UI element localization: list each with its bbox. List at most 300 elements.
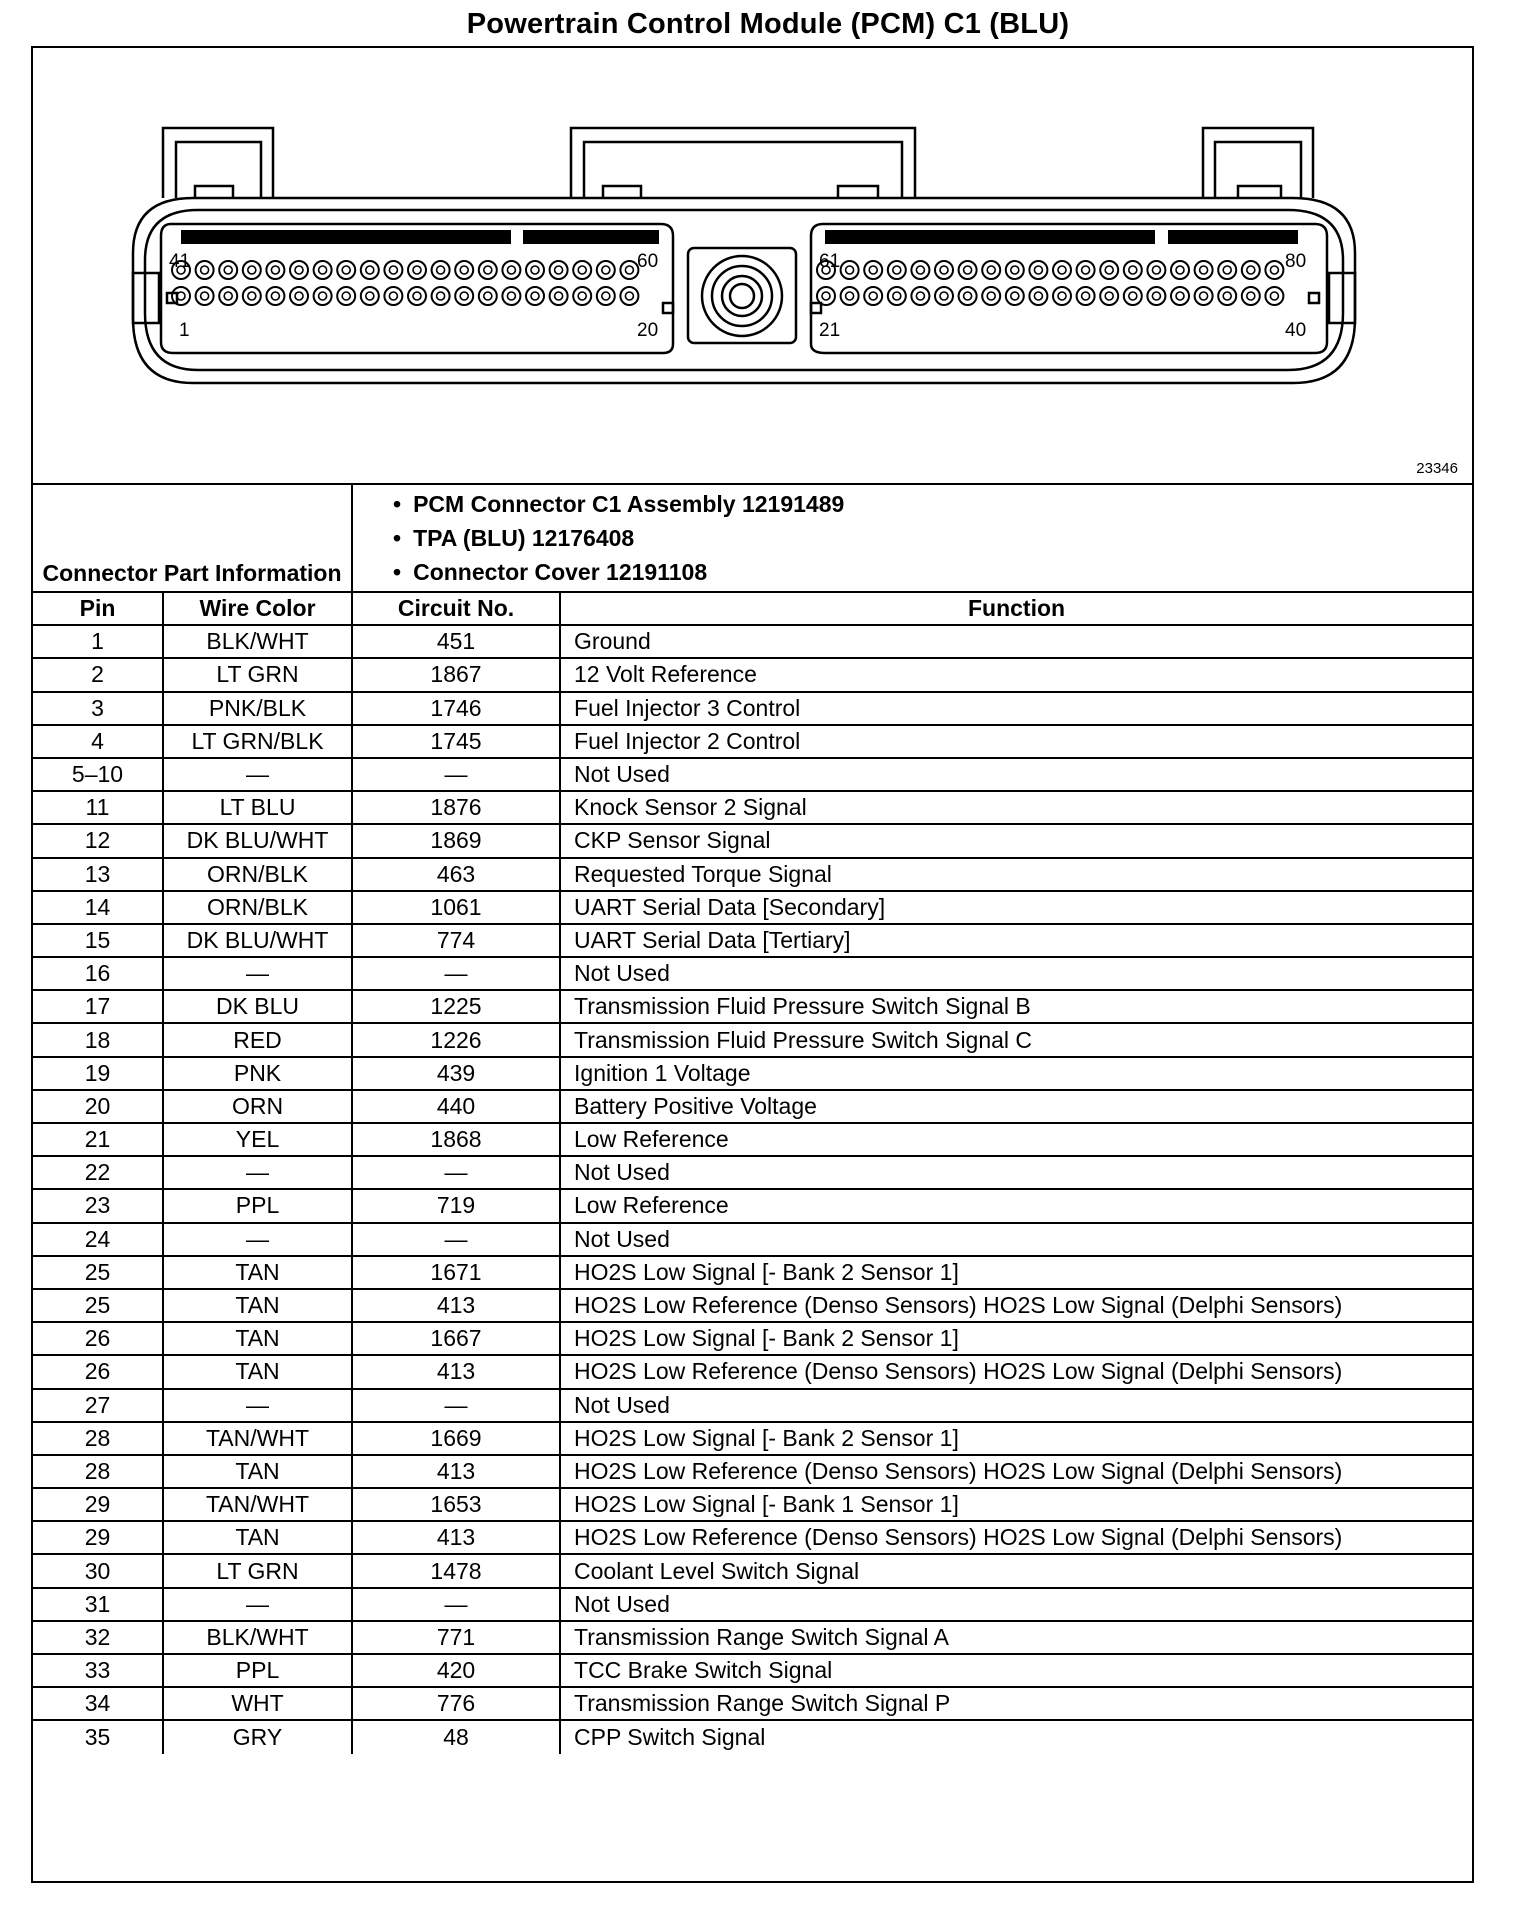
pin-cell: 5–10 [33,758,163,791]
pin-hole-core [389,266,397,274]
pin-hole-core [578,292,586,300]
pin-hole-core [1058,292,1066,300]
pin-hole [1171,261,1189,279]
pin-hole-core [987,292,995,300]
circuit-cell: 1671 [352,1256,560,1289]
pin-hole-core [319,292,327,300]
wire-color-cell: DK BLU [163,990,352,1023]
circuit-cell: 1667 [352,1322,560,1355]
pin-hole-core [1270,266,1278,274]
pin-hole [337,287,355,305]
function-cell: Battery Positive Voltage [560,1090,1472,1123]
connector-info-list [353,483,1472,591]
function-cell: Knock Sensor 2 Signal [560,791,1472,824]
pin-hole-core [1034,266,1042,274]
pin-hole-core [1152,292,1160,300]
pin-hole [243,261,261,279]
function-cell: Not Used [560,957,1472,990]
table-row [33,1389,1472,1422]
pin-hole [959,261,977,279]
pin-hole [1218,261,1236,279]
pin-hole-core [822,292,830,300]
pin-hole-core [602,266,610,274]
pin-hole [959,287,977,305]
function-cell: HO2S Low Reference (Denso Sensors) HO2S Low Signal (Delphi Sensors) [560,1521,1472,1554]
pin-label-80: 80 [1285,251,1307,272]
table-row [33,1455,1472,1488]
wire-color-cell: PNK [163,1057,352,1090]
pin-hole [597,287,615,305]
header-pin: Pin [33,592,163,625]
circuit-cell: 463 [352,858,560,891]
table-row [33,1488,1472,1521]
pin-hole-core [319,266,327,274]
function-cell: HO2S Low Signal [- Bank 2 Sensor 1] [560,1422,1472,1455]
wire-color-cell: TAN/WHT [163,1488,352,1521]
pin-cell: 28 [33,1455,163,1488]
pin-hole [196,287,214,305]
connector-diagram [33,48,1472,485]
wire-color-cell: LT BLU [163,791,352,824]
wire-color-cell: GRY [163,1720,352,1753]
pin-hole [1195,261,1213,279]
pin-cell: 28 [33,1422,163,1455]
pin-hole-core [460,266,468,274]
function-cell: Low Reference [560,1189,1472,1222]
function-cell: HO2S Low Reference (Denso Sensors) HO2S Low Signal (Delphi Sensors) [560,1455,1472,1488]
wire-color-cell: — [163,957,352,990]
pin-hole [911,287,929,305]
pin-hole-core [1082,292,1090,300]
pin-hole [620,261,638,279]
wire-color-cell: — [163,1588,352,1621]
pin-hole-core [1011,266,1019,274]
function-cell: HO2S Low Signal [- Bank 2 Sensor 1] [560,1256,1472,1289]
circuit-cell: — [352,758,560,791]
pin-cell: 19 [33,1057,163,1090]
table-row [33,725,1472,758]
pin-hole [911,261,929,279]
circuit-cell: 1653 [352,1488,560,1521]
pin-cell: 11 [33,791,163,824]
pin-hole-core [1223,266,1231,274]
pin-hole [1265,287,1283,305]
pin-hole [502,287,520,305]
pin-hole [841,261,859,279]
circuit-cell: 1226 [352,1023,560,1056]
pin-hole-core [869,292,877,300]
pin-hole-core [1082,266,1090,274]
pin-hole [172,287,190,305]
pin-hole-core [555,266,563,274]
pin-hole-core [484,266,492,274]
wire-color-cell: ORN/BLK [163,858,352,891]
function-cell: UART Serial Data [Secondary] [560,891,1472,924]
pin-hole [982,261,1000,279]
table-row [33,758,1472,791]
pin-hole [935,261,953,279]
pin-hole [1077,261,1095,279]
function-cell: Not Used [560,1389,1472,1422]
wire-color-cell: WHT [163,1687,352,1720]
wire-color-cell: PNK/BLK [163,692,352,725]
pin-hole [1029,261,1047,279]
pin-cell: 3 [33,692,163,725]
circuit-cell: 771 [352,1621,560,1654]
pin-cell: 29 [33,1488,163,1521]
pin-hole [1265,261,1283,279]
pin-hole [455,261,473,279]
pin-hole [219,261,237,279]
pin-cell: 24 [33,1223,163,1256]
table-row [33,924,1472,957]
pin-cell: 30 [33,1554,163,1587]
table-row [33,791,1472,824]
wire-color-cell: BLK/WHT [163,625,352,658]
table-row [33,957,1472,990]
pin-label-40: 40 [1285,320,1307,341]
table-row [33,990,1472,1023]
pin-cell: 33 [33,1654,163,1687]
wire-color-cell: PPL [163,1189,352,1222]
table-row [33,1355,1472,1388]
pin-hole-core [389,292,397,300]
table-row [33,1322,1472,1355]
pin-hole-core [893,292,901,300]
figure-id: 23346 [1416,460,1458,477]
circuit-cell: 413 [352,1455,560,1488]
table-row [33,1123,1472,1156]
pin-hole [243,287,261,305]
pin-hole-core [295,266,303,274]
pin-hole-core [271,292,279,300]
pin-hole [266,287,284,305]
pin-cell: 12 [33,824,163,857]
pin-hole-core [366,292,374,300]
pin-hole [1171,287,1189,305]
pin-hole-core [224,292,232,300]
pin-hole [864,261,882,279]
pin-hole-core [1176,292,1184,300]
circuit-cell: — [352,1223,560,1256]
circuit-cell: 1061 [352,891,560,924]
pin-cell: 18 [33,1023,163,1056]
pin-hole [479,261,497,279]
pin-hole-core [555,292,563,300]
circuit-cell: 1745 [352,725,560,758]
pin-hole-core [413,292,421,300]
function-cell: Not Used [560,1588,1472,1621]
header-function: Function [560,592,1472,625]
table-row [33,692,1472,725]
pin-hole [455,287,473,305]
wire-color-cell: RED [163,1023,352,1056]
pin-hole-core [1105,292,1113,300]
pin-hole [361,287,379,305]
pin-hole [1147,287,1165,305]
pin-hole-core [1129,266,1137,274]
connector-info-row [33,483,1472,592]
pin-hole [1100,261,1118,279]
pin-hole-core [625,266,633,274]
function-cell: HO2S Low Signal [- Bank 2 Sensor 1] [560,1322,1472,1355]
pin-hole-core [1011,292,1019,300]
header-circuit: Circuit No. [352,592,560,625]
pin-hole [314,261,332,279]
circuit-cell: 413 [352,1355,560,1388]
pin-hole-core [578,266,586,274]
pin-hole-core [437,266,445,274]
pin-cell: 26 [33,1322,163,1355]
circuit-cell: 48 [352,1720,560,1753]
function-cell: 12 Volt Reference [560,658,1472,691]
function-cell: Fuel Injector 3 Control [560,692,1472,725]
pin-hole [573,261,591,279]
pin-hole [196,261,214,279]
pin-cell: 34 [33,1687,163,1720]
circuit-cell: 451 [352,625,560,658]
function-cell: HO2S Low Reference (Denso Sensors) HO2S Low Signal (Delphi Sensors) [560,1355,1472,1388]
circuit-cell: 1746 [352,692,560,725]
pin-hole [1053,287,1071,305]
circuit-cell: 413 [352,1521,560,1554]
table-row [33,1654,1472,1687]
function-cell: CPP Switch Signal [560,1720,1472,1753]
circuit-cell: — [352,1156,560,1189]
pin-hole [1147,261,1165,279]
pin-cell: 26 [33,1355,163,1388]
circuit-cell: 774 [352,924,560,957]
function-cell: CKP Sensor Signal [560,824,1472,857]
pin-hole-core [295,292,303,300]
table-row [33,1057,1472,1090]
pin-hole [384,287,402,305]
pin-label-60: 60 [637,251,659,272]
pin-hole-core [964,292,972,300]
circuit-cell: 1478 [352,1554,560,1587]
pin-hole-core [484,292,492,300]
pin-hole [864,287,882,305]
pin-hole-core [1247,292,1255,300]
pin-label-41: 41 [169,251,191,272]
table-row [33,1189,1472,1222]
pin-cell: 29 [33,1521,163,1554]
pin-hole [1077,287,1095,305]
function-cell: Requested Torque Signal [560,858,1472,891]
wire-color-cell: — [163,1223,352,1256]
pin-hole-core [869,266,877,274]
pin-hole [526,261,544,279]
pin-hole [526,287,544,305]
header-wire-color: Wire Color [163,592,352,625]
pin-cell: 22 [33,1156,163,1189]
circuit-cell: 776 [352,1687,560,1720]
pin-hole-core [224,266,232,274]
function-cell: Coolant Level Switch Signal [560,1554,1472,1587]
connector-info-label: Connector Part Information [33,483,352,592]
pin-cell: 1 [33,625,163,658]
pin-hole [1006,261,1024,279]
pin-hole-core [507,266,515,274]
pin-hole [384,261,402,279]
pin-hole [337,261,355,279]
function-cell: Transmission Range Switch Signal P [560,1687,1472,1720]
pin-hole-core [531,266,539,274]
pin-hole-core [201,266,209,274]
wire-color-cell: LT GRN [163,658,352,691]
wire-color-cell: — [163,1156,352,1189]
function-cell: UART Serial Data [Tertiary] [560,924,1472,957]
circuit-cell: 1869 [352,824,560,857]
pin-hole [1242,261,1260,279]
pin-hole-core [342,292,350,300]
pin-hole-core [1270,292,1278,300]
circuit-cell: 1225 [352,990,560,1023]
circuit-cell: 1669 [352,1422,560,1455]
circuit-cell: 719 [352,1189,560,1222]
pin-hole-core [964,266,972,274]
pin-cell: 13 [33,858,163,891]
connector-table-frame [31,46,1474,1883]
function-cell: Low Reference [560,1123,1472,1156]
function-cell: HO2S Low Reference (Denso Sensors) HO2S Low Signal (Delphi Sensors) [560,1289,1472,1322]
pin-cell: 4 [33,725,163,758]
pin-hole-core [893,266,901,274]
wire-color-cell: TAN [163,1521,352,1554]
pin-hole [502,261,520,279]
pin-hole-core [940,266,948,274]
pin-hole-core [916,292,924,300]
wire-color-cell: TAN/WHT [163,1422,352,1455]
circuit-cell: — [352,1588,560,1621]
pin-hole [361,261,379,279]
circuit-cell: 413 [352,1289,560,1322]
pin-hole-core [437,292,445,300]
table-row [33,1289,1472,1322]
circuit-cell: 1876 [352,791,560,824]
pin-hole [1029,287,1047,305]
pin-hole [1053,261,1071,279]
table-row [33,1687,1472,1720]
connector-info-cell [352,483,1472,592]
pin-hole [408,287,426,305]
circuit-cell: — [352,1389,560,1422]
connector-drawing [33,48,1472,483]
pin-cell: 20 [33,1090,163,1123]
table-row [33,1554,1472,1587]
table-row [33,1720,1472,1753]
pin-hole-core [625,292,633,300]
wire-color-cell: DK BLU/WHT [163,924,352,957]
pin-hole-core [460,292,468,300]
pin-hole [219,287,237,305]
pin-hole [982,287,1000,305]
pin-hole [1218,287,1236,305]
function-cell: TCC Brake Switch Signal [560,1654,1472,1687]
pin-hole-core [1105,266,1113,274]
pin-hole [620,287,638,305]
function-cell: HO2S Low Signal [- Bank 1 Sensor 1] [560,1488,1472,1521]
pin-hole-core [531,292,539,300]
table-row [33,1023,1472,1056]
table-row [33,824,1472,857]
pin-cell: 21 [33,1123,163,1156]
pin-cell: 25 [33,1289,163,1322]
pin-hole-core [1200,266,1208,274]
table-row [33,1156,1472,1189]
circuit-cell: 440 [352,1090,560,1123]
connector-info-item: • PCM Connector C1 Assembly 12191489 [393,487,1472,521]
pin-hole [408,261,426,279]
pin-hole [841,287,859,305]
pin-hole [290,261,308,279]
pin-cell: 2 [33,658,163,691]
pin-cell: 16 [33,957,163,990]
pin-cell: 23 [33,1189,163,1222]
pin-hole [266,261,284,279]
wire-color-cell: ORN [163,1090,352,1123]
table-header-row [33,592,1472,625]
pin-cell: 32 [33,1621,163,1654]
table-row [33,1588,1472,1621]
pin-hole [1242,287,1260,305]
wire-color-cell: YEL [163,1123,352,1156]
table-row [33,625,1472,658]
pin-hole-core [1058,266,1066,274]
pin-cell: 14 [33,891,163,924]
circuit-cell: — [352,957,560,990]
circuit-cell: 1868 [352,1123,560,1156]
pin-hole [479,287,497,305]
pin-hole-core [1129,292,1137,300]
function-cell: Transmission Fluid Pressure Switch Signal C [560,1023,1472,1056]
pin-table [33,483,1472,1754]
wire-color-cell: PPL [163,1654,352,1687]
wire-color-cell: TAN [163,1355,352,1388]
pin-hole-core [342,266,350,274]
pin-cell: 15 [33,924,163,957]
table-row [33,1621,1472,1654]
table-row [33,1422,1472,1455]
pin-hole-core [507,292,515,300]
pin-hole [314,287,332,305]
pin-hole-core [1176,266,1184,274]
pin-hole [817,287,835,305]
pin-label-20: 20 [637,320,659,341]
wire-color-cell: TAN [163,1322,352,1355]
table-row [33,1256,1472,1289]
pin-hole-core [248,266,256,274]
pin-hole-core [846,266,854,274]
pin-label-1: 1 [179,320,190,341]
wire-color-cell: DK BLU/WHT [163,824,352,857]
pin-hole [1100,287,1118,305]
table-row [33,891,1472,924]
function-cell: Transmission Range Switch Signal A [560,1621,1472,1654]
pin-hole [1195,287,1213,305]
pin-hole [573,287,591,305]
page-title: Powertrain Control Module (PCM) C1 (BLU) [466,8,1070,40]
pin-hole-core [1223,292,1231,300]
pin-hole [1124,287,1142,305]
pin-hole-core [248,292,256,300]
function-cell: Ground [560,625,1472,658]
pin-hole-core [846,292,854,300]
wire-color-cell: TAN [163,1289,352,1322]
pin-hole [1006,287,1024,305]
function-cell: Not Used [560,1156,1472,1189]
pin-cell: 17 [33,990,163,1023]
